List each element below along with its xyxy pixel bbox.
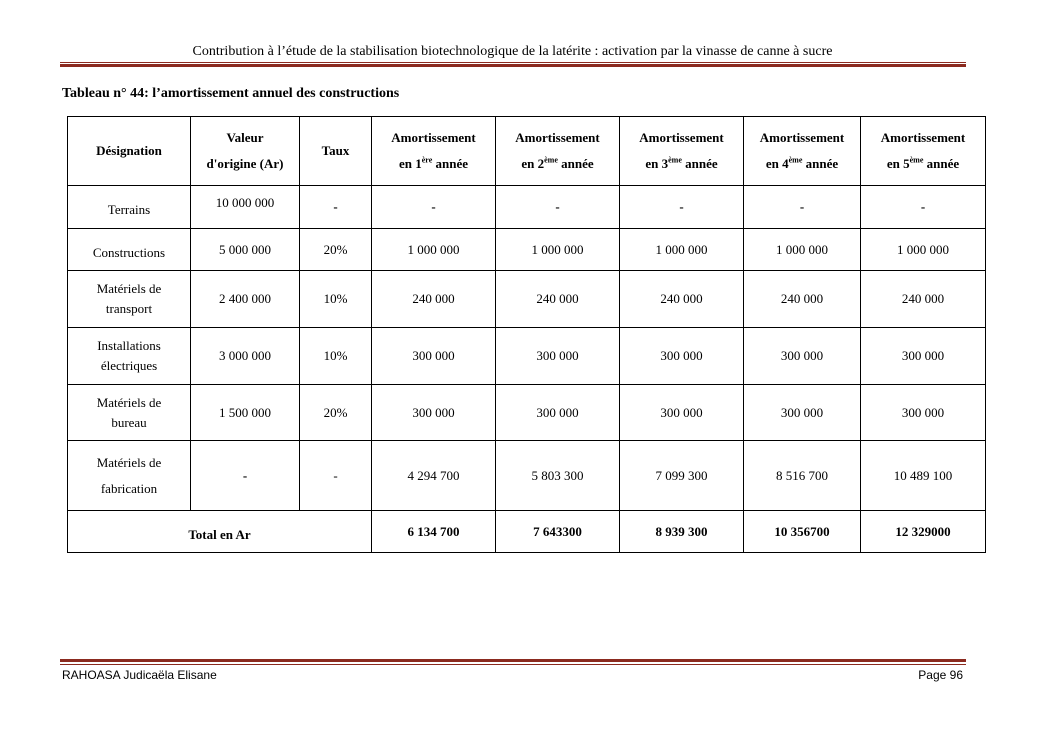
header-valeur bbox=[191, 117, 300, 186]
cell-amort-5: 300 000 bbox=[861, 385, 986, 441]
header-amort-year-4 bbox=[744, 117, 861, 186]
cell-amort-5: 1 000 000 bbox=[861, 229, 986, 271]
cell-amort-3: 7 099 300 bbox=[620, 441, 744, 511]
table-row-installations-electriques bbox=[68, 328, 986, 385]
footer-author: RAHOASA Judicaëla Elisane bbox=[62, 668, 217, 682]
cell-amort-3: 240 000 bbox=[620, 271, 744, 328]
cell-designation bbox=[68, 328, 191, 385]
cell-amort-3: 300 000 bbox=[620, 328, 744, 385]
cell-valeur: 10 000 000 bbox=[191, 186, 300, 229]
year-suffix: année bbox=[557, 156, 594, 171]
cell-amort-1: 1 000 000 bbox=[372, 229, 496, 271]
cell-amort-2: 240 000 bbox=[496, 271, 620, 328]
cell-designation bbox=[68, 385, 191, 441]
year-suffix: année bbox=[923, 156, 960, 171]
table-row-total bbox=[68, 511, 986, 553]
designation-line1: Installations bbox=[97, 338, 161, 353]
year-suffix: année bbox=[802, 156, 839, 171]
table-caption: Tableau n° 44: l’amortissement annuel des constructions bbox=[62, 86, 400, 101]
cell-amort-2: 1 000 000 bbox=[496, 229, 620, 271]
designation-line1: Matériels de bbox=[96, 281, 162, 296]
cell-taux: 10% bbox=[300, 328, 372, 385]
cell-valeur: - bbox=[191, 441, 300, 511]
year-prefix: en 1 bbox=[398, 156, 422, 171]
year-suffix: année bbox=[432, 156, 468, 171]
header-valeur-line1: Valeur bbox=[226, 130, 264, 145]
year-prefix: en 2 bbox=[521, 156, 545, 171]
cell-amort-5: - bbox=[861, 186, 986, 229]
table-row-constructions bbox=[68, 229, 986, 271]
header-designation: Désignation bbox=[68, 117, 191, 186]
amortization-table bbox=[67, 116, 986, 553]
cell-total-5: 12 329000 bbox=[861, 511, 986, 553]
cell-amort-4: 240 000 bbox=[744, 271, 861, 328]
cell-taux: - bbox=[300, 186, 372, 229]
cell-amort-1: 240 000 bbox=[372, 271, 496, 328]
table-row-materiels-fabrication bbox=[68, 441, 986, 511]
cell-amort-5: 10 489 100 bbox=[861, 441, 986, 511]
table-row-materiels-transport bbox=[68, 271, 986, 328]
header-amort-label: Amortissement bbox=[880, 130, 966, 145]
cell-amort-4: 1 000 000 bbox=[744, 229, 861, 271]
cell-taux: 20% bbox=[300, 229, 372, 271]
cell-amort-3: 300 000 bbox=[620, 385, 744, 441]
header-amort-year-3 bbox=[620, 117, 744, 186]
header-amort-label: Amortissement bbox=[759, 130, 845, 145]
year-sup: ème bbox=[544, 155, 558, 165]
header-amort-label: Amortissement bbox=[515, 130, 600, 145]
cell-total-1: 6 134 700 bbox=[372, 511, 496, 553]
cell-amort-4: - bbox=[744, 186, 861, 229]
header-valeur-line2: d'origine (Ar) bbox=[206, 156, 284, 171]
cell-amort-5: 240 000 bbox=[861, 271, 986, 328]
designation-line2: transport bbox=[105, 301, 153, 316]
designation-line2: fabrication bbox=[100, 480, 158, 496]
cell-amort-4: 8 516 700 bbox=[744, 441, 861, 511]
cell-amort-2: 300 000 bbox=[496, 385, 620, 441]
header-rule-thin bbox=[60, 62, 966, 63]
footer-rule-thick bbox=[60, 659, 966, 662]
cell-amort-2: - bbox=[496, 186, 620, 229]
cell-amort-5: 300 000 bbox=[861, 328, 986, 385]
year-sup: ème bbox=[668, 155, 682, 165]
cell-amort-3: 1 000 000 bbox=[620, 229, 744, 271]
cell-taux: 10% bbox=[300, 271, 372, 328]
cell-total-label: Total en Ar bbox=[68, 511, 372, 553]
designation-line2: bureau bbox=[111, 414, 147, 430]
header-amort-year-1 bbox=[372, 117, 496, 186]
header-amort-label: Amortissement bbox=[391, 130, 476, 145]
year-sup: ème bbox=[788, 155, 803, 165]
cell-amort-2: 300 000 bbox=[496, 328, 620, 385]
cell-designation bbox=[68, 441, 191, 511]
cell-amort-4: 300 000 bbox=[744, 385, 861, 441]
year-prefix: en 4 bbox=[765, 156, 789, 171]
cell-amort-3: - bbox=[620, 186, 744, 229]
header-amort-year-5 bbox=[861, 117, 986, 186]
year-prefix: en 3 bbox=[645, 156, 669, 171]
header-amort-label: Amortissement bbox=[639, 130, 724, 145]
cell-amort-1: 300 000 bbox=[372, 328, 496, 385]
cell-designation: Constructions bbox=[68, 229, 191, 271]
running-header: Contribution à l’étude de la stabilisation biotechnologique de la latérite : activation par la vinasse de canne à sucre bbox=[192, 44, 833, 59]
year-suffix: année bbox=[681, 156, 718, 171]
cell-amort-1: 4 294 700 bbox=[372, 441, 496, 511]
header-rule-thick bbox=[60, 64, 966, 67]
cell-valeur: 2 400 000 bbox=[191, 271, 300, 328]
cell-designation: Terrains bbox=[68, 186, 191, 229]
cell-total-2: 7 643300 bbox=[496, 511, 620, 553]
header-amort-year-2 bbox=[496, 117, 620, 186]
cell-amort-1: 300 000 bbox=[372, 385, 496, 441]
cell-designation bbox=[68, 271, 191, 328]
table-row-materiels-bureau bbox=[68, 385, 986, 441]
cell-amort-4: 300 000 bbox=[744, 328, 861, 385]
designation-line1: Matériels de bbox=[96, 454, 162, 470]
cell-valeur: 1 500 000 bbox=[191, 385, 300, 441]
cell-amort-1: - bbox=[372, 186, 496, 229]
cell-valeur: 3 000 000 bbox=[191, 328, 300, 385]
year-sup: ème bbox=[909, 155, 924, 165]
header-taux: Taux bbox=[300, 117, 372, 186]
designation-line1: Matériels de bbox=[96, 394, 162, 410]
cell-total-3: 8 939 300 bbox=[620, 511, 744, 553]
cell-amort-2: 5 803 300 bbox=[496, 441, 620, 511]
table-row-terrains bbox=[68, 186, 986, 229]
year-prefix: en 5 bbox=[886, 156, 910, 171]
footer-rule-thin bbox=[60, 664, 966, 665]
designation-line2: électriques bbox=[100, 358, 158, 373]
cell-taux: 20% bbox=[300, 385, 372, 441]
year-sup: ère bbox=[421, 155, 433, 165]
table-header-row bbox=[68, 117, 986, 186]
cell-taux: - bbox=[300, 441, 372, 511]
page-number: Page 96 bbox=[918, 668, 963, 682]
cell-total-4: 10 356700 bbox=[744, 511, 861, 553]
cell-valeur: 5 000 000 bbox=[191, 229, 300, 271]
